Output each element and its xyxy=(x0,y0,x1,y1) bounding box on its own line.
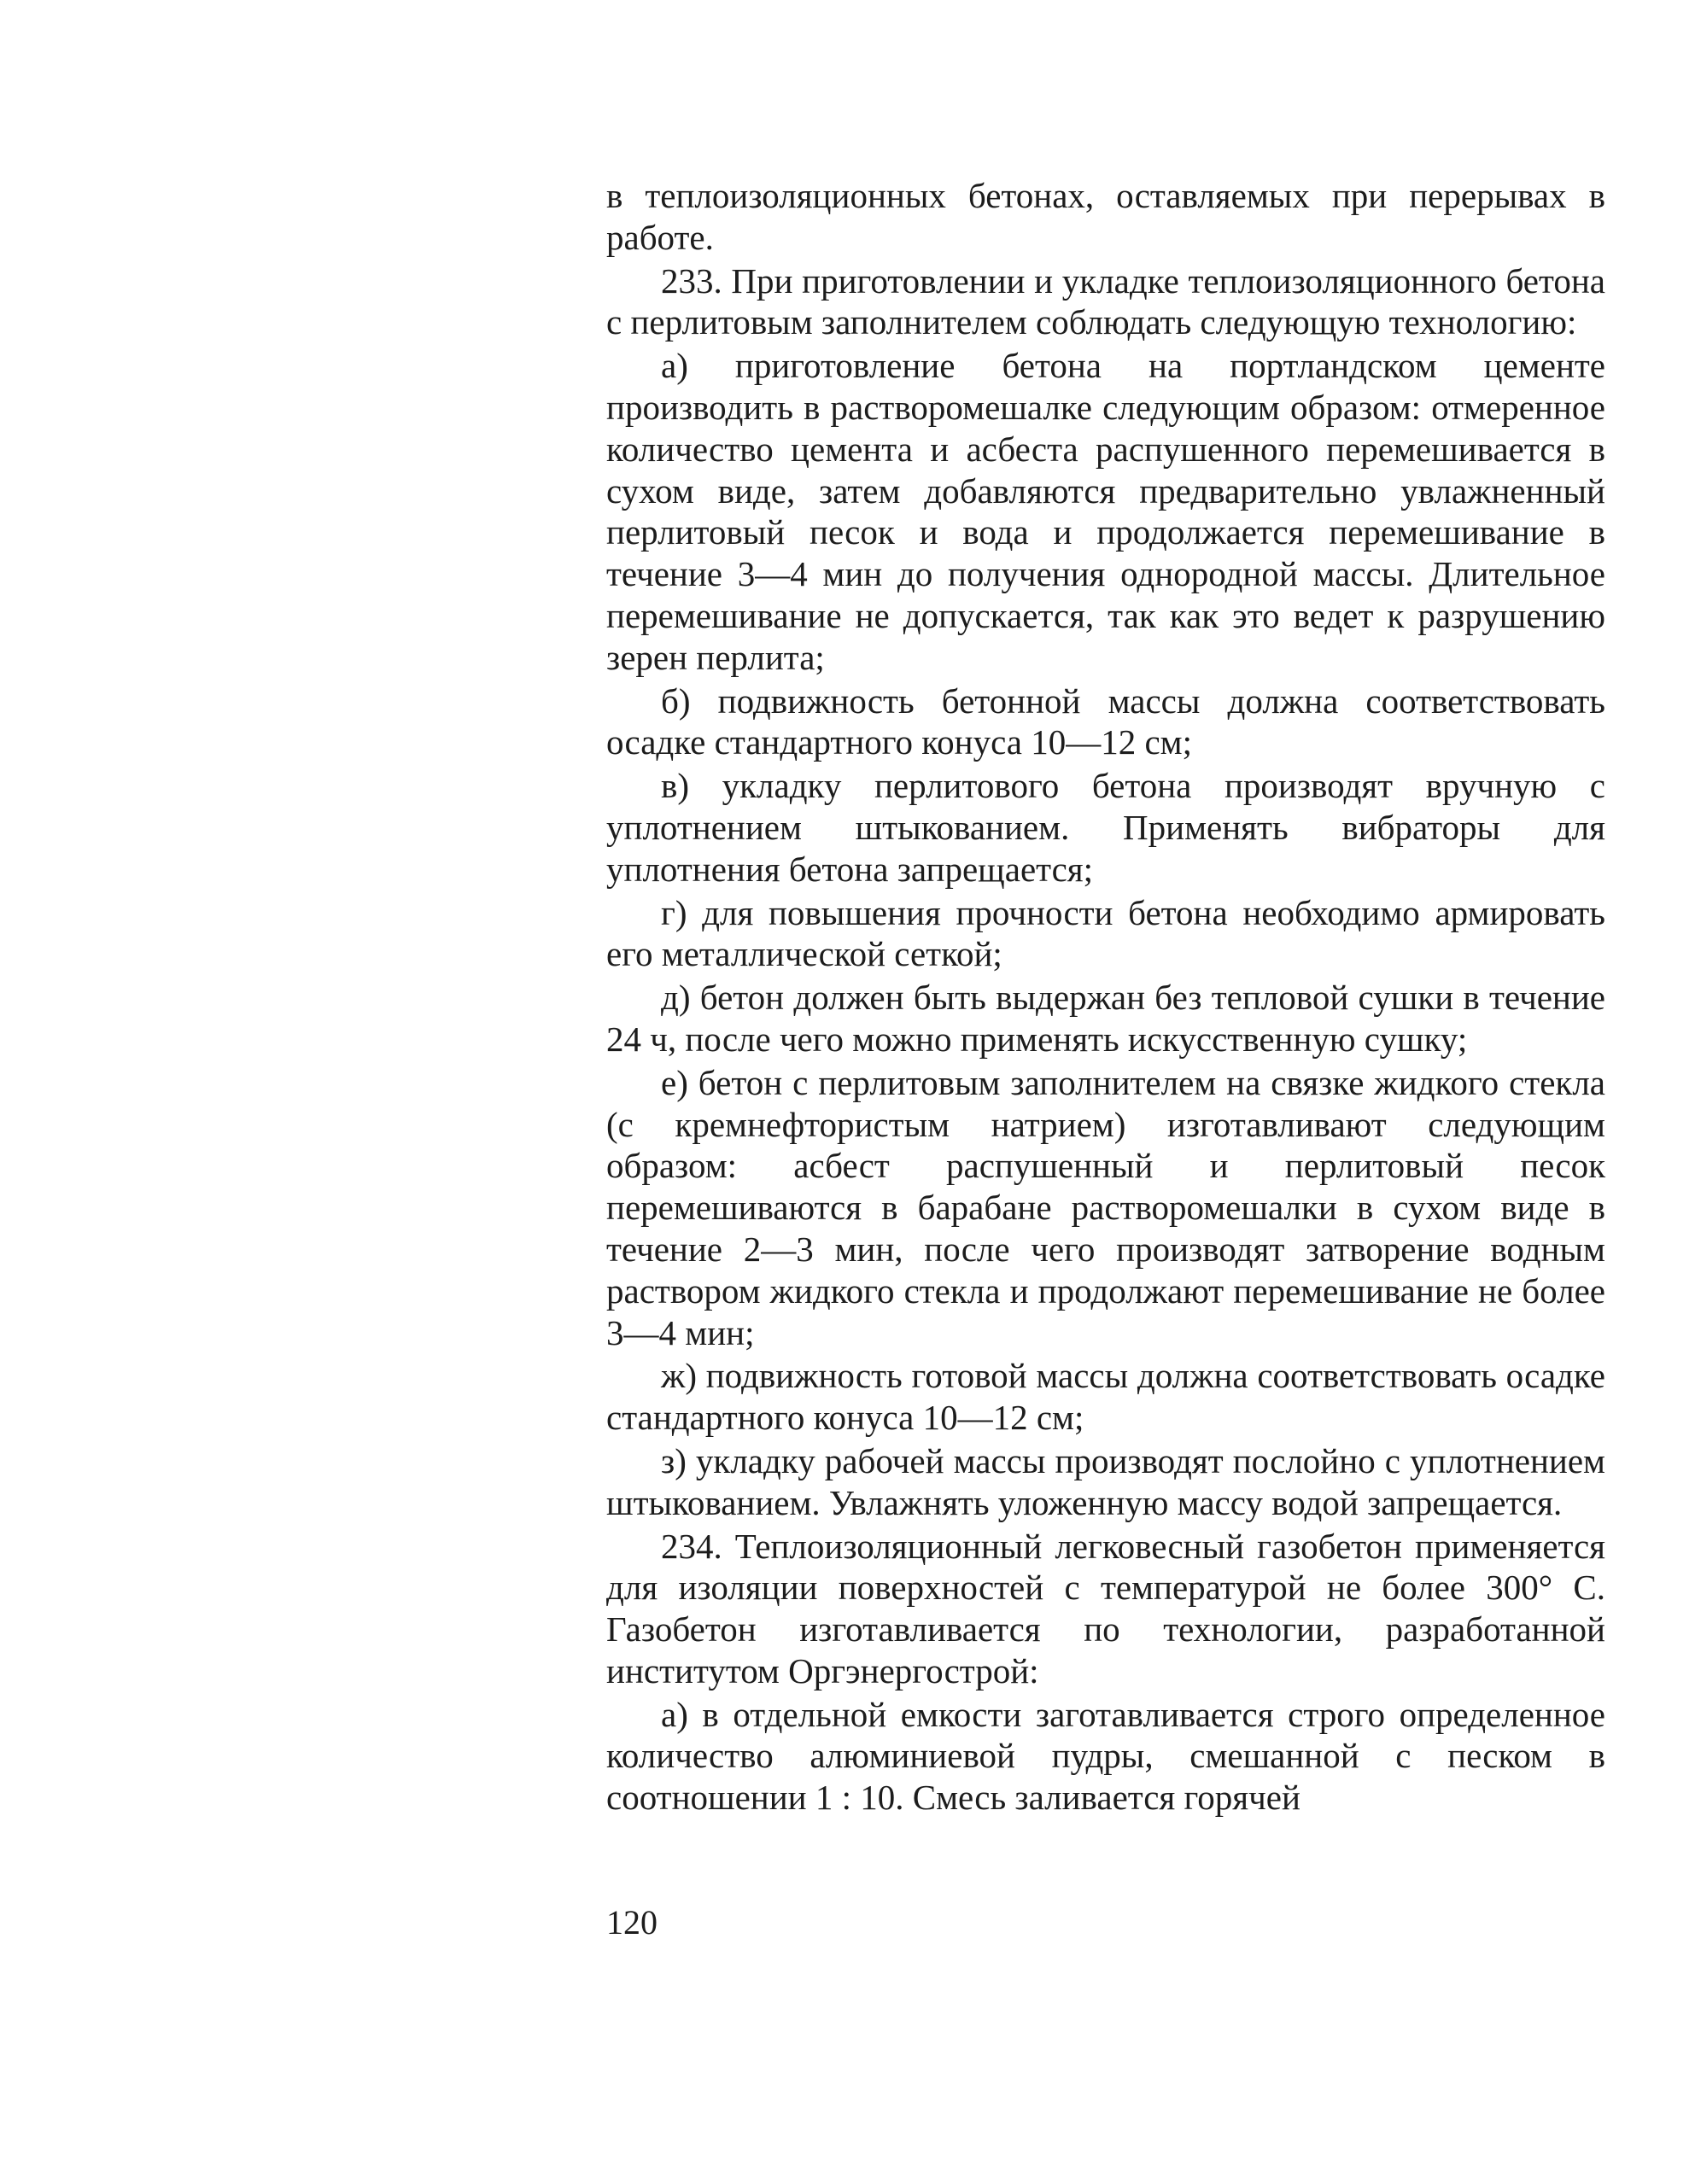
paragraph-continuation: в теплоизоляционных бетонах, оставляемых при перерывах в работе. xyxy=(606,176,1605,257)
list-item-z: з) укладку рабочей массы производят послойно с уплотнением штыкованием. Увлажнять уложенную массу водой запрещается. xyxy=(606,1440,1605,1522)
list-item-e: е) бетон с перлитовым заполнителем на связке жидкого стекла (с кремнефтористым натрием) изготавливают следующим образом: асбест распушенный и перлитовый песок перемешиваются в барабане растворомешалки в сухом виде в течение 2—3 мин, после чего производят затворение водным раствором жидкого стекла и продолжают перемешивание не более 3—4 мин; xyxy=(606,1062,1605,1352)
body-text xyxy=(606,175,1605,1819)
list-item-b: б) подвижность бетонной массы должна соответствовать осадке стандартного конуса 10—12 см; xyxy=(606,680,1605,762)
page-number: 120 xyxy=(606,1903,658,1942)
list-item-v: в) укладку перлитового бетона производят вручную с уплотнением штыкованием. Применять вибраторы для уплотнения бетона запрещается; xyxy=(606,766,1605,889)
paragraph-233: 233. При приготовлении и укладке теплоизоляционного бетона с перлитовым заполнителем соблюдать следующую технологию: xyxy=(606,260,1605,342)
paragraph-234: 234. Теплоизоляционный легковесный газобетон применяется для изоляции поверхностей с температурой не более 300° С. Газобетон изготавливается по технологии, разработанной институтом Оргэнергострой: xyxy=(606,1526,1605,1691)
list-item-zh: ж) подвижность готовой массы должна соответствовать осадке стандартного конуса 10—12 см; xyxy=(606,1356,1605,1438)
list-item-g: г) для повышения прочности бетона необходимо армировать его металлической сеткой; xyxy=(606,892,1605,974)
list-item-a-234: а) в отдельной емкости заготавливается строго определенное количество алюминиевой пудры, смешанной с песком в соотношении 1 : 10. Смесь заливается горячей xyxy=(606,1694,1605,1818)
list-item-a: а) приготовление бетона на портландском цементе производить в растворомешалке следующим образом: отмеренное количество цемента и асбеста распушенного перемешивается в сухом виде, затем добавляются предварительно увлажненный перлитовый песок и вода и продолжается перемешивание в течение 3—4 мин до получения однородной массы. Длительное перемешивание не допускается, так как это ведет к разрушению зерен перлита; xyxy=(606,346,1605,677)
list-item-d: д) бетон должен быть выдержан без тепловой сушки в течение 24 ч, после чего можно применять искусственную сушку; xyxy=(606,978,1605,1059)
